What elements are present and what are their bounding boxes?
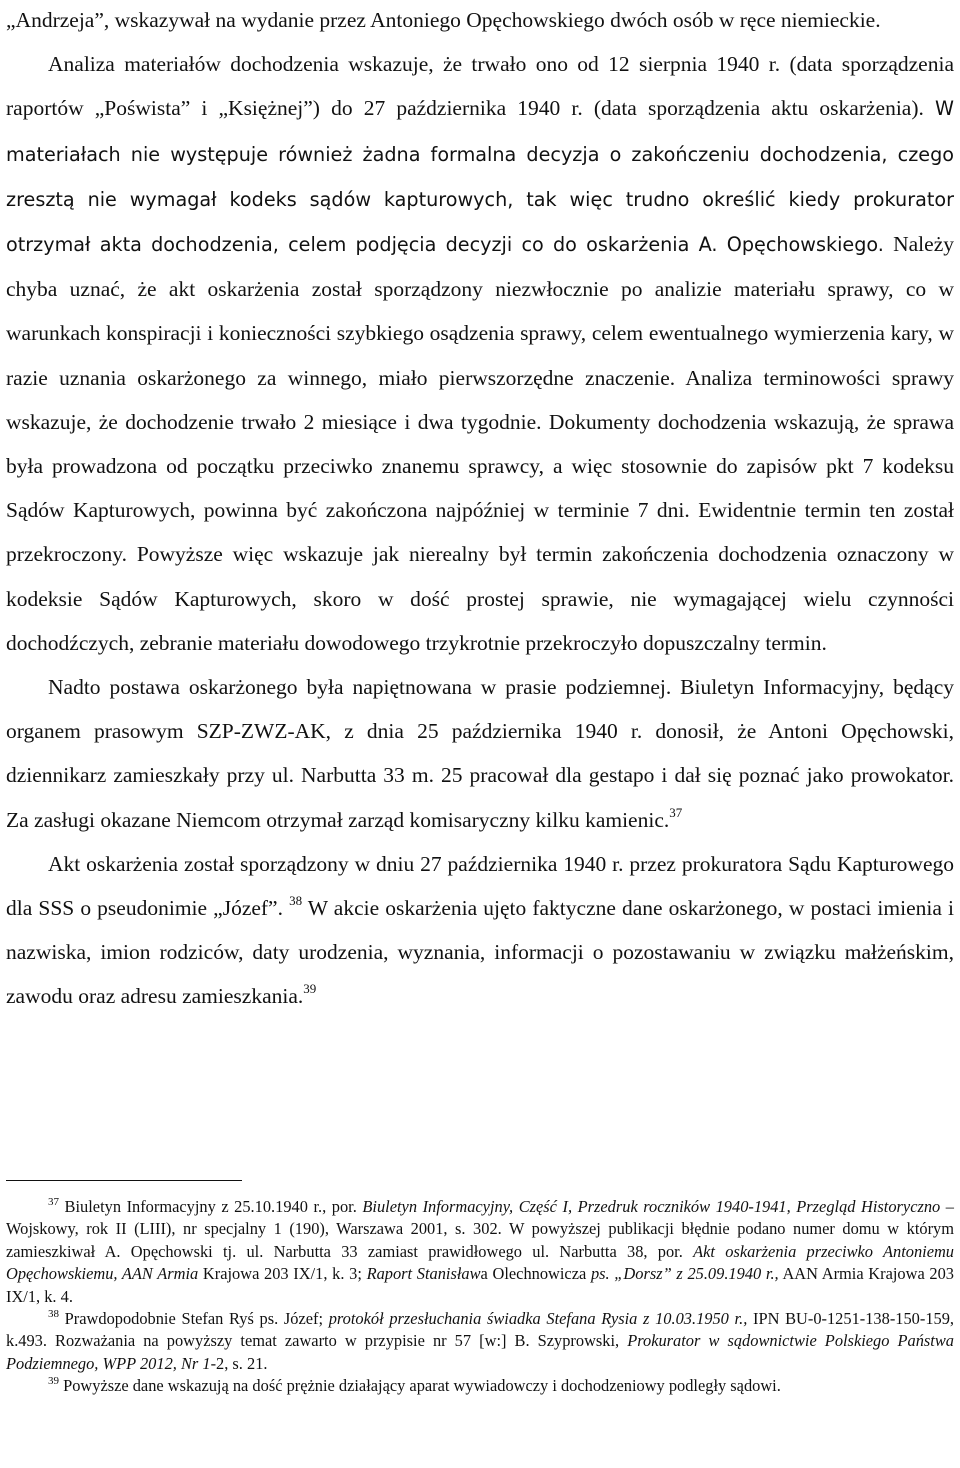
footnote-number: 38: [48, 1308, 59, 1321]
text-run: W akcie oskarżenia ujęto faktyczne dane oskarżonego, w postaci imienia i nazwiska, imion rodziców, daty urodzenia, wyznania, informacji o pozostawaniu w związku małżeńskim, zawodu oraz adresu zamieszkania.: [6, 896, 954, 1009]
footnote-38: [6, 1308, 954, 1375]
footnote-italic-run: ps. „Dorsz” z 25.09.1940 r.,: [590, 1264, 779, 1284]
footnote-italic-run: Raport Stanisław: [366, 1264, 481, 1284]
footnote-text-run: Biuletyn Informacyjny z 25.10.1940 r., por.: [59, 1197, 363, 1216]
paragraph-indictment: [6, 842, 954, 1019]
footnote-text-run: IPN BU-0-1251-138-150-159, k.493. Rozważania na powyższy temat zawarto w przypisie nr 57 [w:] B. Szyprowski,: [6, 1309, 955, 1351]
footnote-italic-run: Prokurator w sądownictwie Polskiego Państwa Podziemnego, WPP 2012, Nr 1: [6, 1331, 954, 1373]
text-run: Należy chyba uznać, że akt oskarżenia został sporządzony niezwłocznie po analizie materiału sprawy, co w warunkach konspiracji i konieczności szybkiego osądzenia sprawy, celem ewentualnego wymierzenia kary, w razie uznania oskarżonego za winnego, miało pierwszorzędne znaczenie. Analiza terminowości sprawy wskazuje, że dochodzenie trwało 2 miesiące i dwa tygodnie. Dokumenty dochodzenia wskazują, że sprawa była prowadzona od początku przeciwko znanemu sprawcy, a więc stosownie do zapisów pkt 7 kodeksu Sądów Kapturowych, powinna być zakończona najpóźniej w terminie 7 dni. Ewidentnie termin ten został przekroczony. Powyższe więc wskazuje jak nierealny był termin zakończenia dochodzenia oznaczony w kodeksie Sądów Kapturowych, skoro w dość prostej sprawie, nie wymagającej wielu czynności dochodźczych, zebranie materiału dowodowego trzykrotnie przekroczyło dopuszczalny termin.: [6, 232, 954, 655]
footnotes: [6, 1196, 954, 1398]
main-text: [6, 0, 954, 1019]
footnote-number: 37: [48, 1196, 59, 1208]
footnote-39: [6, 1375, 954, 1397]
footnote-italic-run: Akt oskarżenia przeciwko Antoniemu Opęchowskiemu, AAN Armia: [6, 1241, 954, 1284]
text-run: W materiałach nie występuje również żadna formalna decyzja o zakończeniu dochodzenia, czego zresztą nie wymagał kodeks sądów kapturowych, tak więc trudno określić kiedy prokurator otrzymał akta dochodzenia, celem podjęcia decyzji co do oskarżenia A. Opęchowskiego.: [6, 97, 954, 257]
footnote-text-run: Powyższe dane wskazują na dość prężnie działający aparat wywiadowczy i dochodzeniowy podległy sądowi.: [59, 1376, 781, 1396]
footnote-text-run: Prawdopodobnie Stefan Ryś ps. Józef;: [59, 1309, 329, 1329]
footnote-text-run: -2, s. 21.: [210, 1353, 268, 1373]
footnote-37: [6, 1196, 954, 1308]
footnote-text-run: a Olechnowicza: [480, 1264, 591, 1284]
paragraph-underground-press: [6, 665, 954, 842]
footnote-italic-run: Biuletyn Informacyjny, Część I, Przedruk roczników 1940-1941, Przegląd Historyczno: [362, 1197, 941, 1216]
text-run: Akt oskarżenia został sporządzony w dniu 27 października 1940 r. przez prokuratora Sądu Kapturowego dla SSS o pseudonimie „Józef”.: [6, 851, 954, 921]
footnote-ref-37: 37: [669, 804, 683, 820]
text-run: „Andrzeja”, wskazywał na wydanie przez Antoniego Opęchowskiego dwóch osób w ręce niemieckie.: [6, 8, 881, 32]
text-run: Nadto postawa oskarżonego była napiętnowana w prasie podziemnej. Biuletyn Informacyjny, będący organem prasowym SZP-ZWZ-AK, z dnia 25 października 1940 r. donosił, że Antoni Opęchowski, dziennikarz zamieszkały przy ul. Narbutta 33 m. 25 pracował dla gestapo i dał się poznać jako prowokator. Za zasługi okazane Niemcom otrzymał zarząd komisaryczny kilku kamienic.: [6, 675, 954, 832]
footnote-separator: [6, 1180, 242, 1181]
footnote-ref-38: 38: [289, 893, 303, 909]
paragraph-continuation: [6, 0, 954, 42]
footnote-ref-39: 39: [303, 981, 317, 997]
paragraph-investigation-analysis: [6, 42, 954, 665]
footnote-text-run: AAN Armia Krajowa 203 IX/1, k. 4.: [6, 1264, 954, 1306]
footnote-text-run: Krajowa 203 IX/1, k. 3;: [198, 1264, 367, 1284]
footnote-text-run: – Wojskowy, rok II (LIII), nr specjalny 1 (190), Warszawa 2001, s. 302. W powyższej publikacji błędnie podano numer domu w którym zamieszkiwał A. Opęchowski tj. ul. Narbutta 33 zamiast prawidłowego ul. Narbutta 38, por.: [6, 1197, 955, 1261]
footnote-italic-run: protokół przesłuchania świadka Stefana Rysia z 10.03.1950 r.,: [328, 1309, 748, 1329]
text-run: Analiza materiałów dochodzenia wskazuje, że trwało ono od 12 sierpnia 1940 r. (data sporządzenia raportów „Pośwista” i „Księżnej”) do 27 października 1940 r. (data sporządzenia aktu oskarżenia).: [6, 52, 954, 121]
footnote-number: 39: [48, 1375, 59, 1388]
